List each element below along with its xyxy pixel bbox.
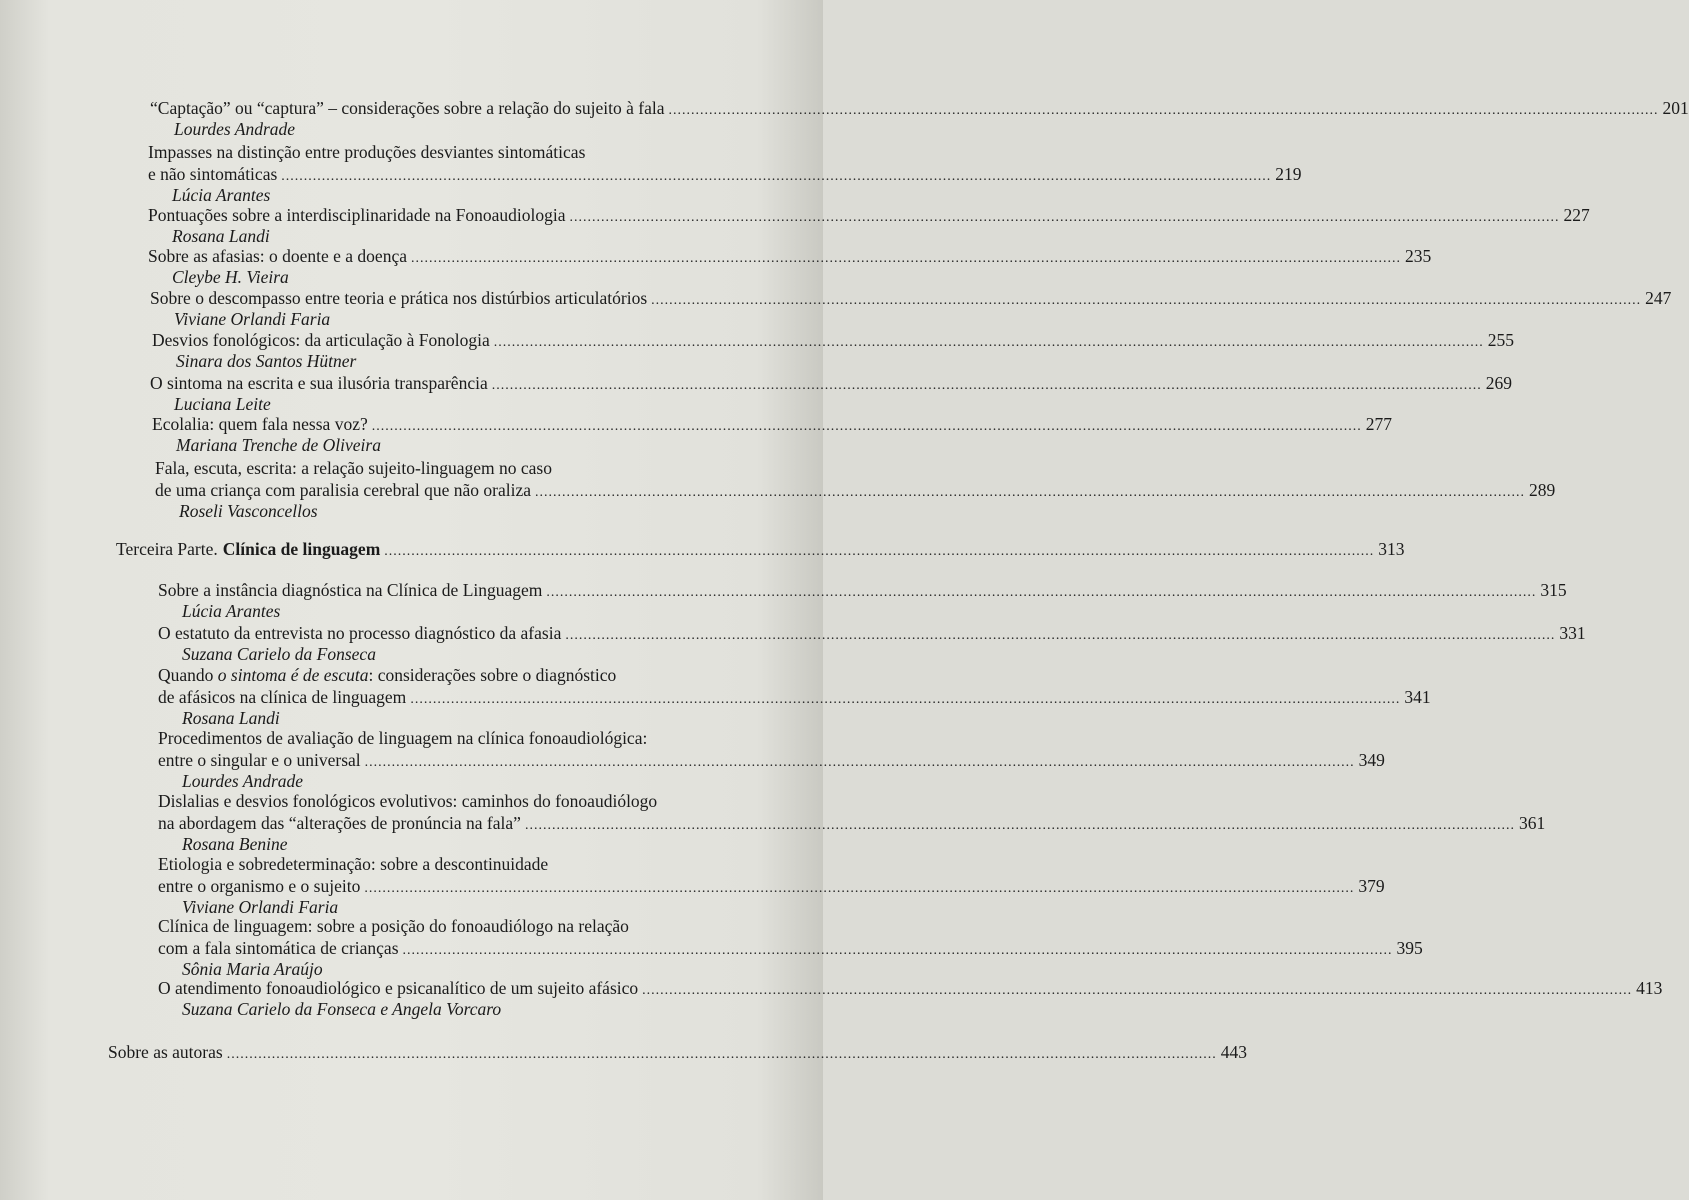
entry-title: Sobre o descompasso entre teoria e prática nos distúrbios articulatórios	[150, 288, 648, 308]
toc-line	[158, 686, 1431, 708]
toc-line	[148, 163, 1302, 185]
page-number: 269	[1485, 373, 1512, 393]
entry-title: de afásicos na clínica de linguagem	[158, 687, 407, 707]
toc-line	[158, 664, 790, 686]
entry-title: Etiologia e sobredeterminação: sobre a descontinuidade	[158, 854, 549, 874]
entry-author: Luciana Leite	[174, 394, 271, 414]
italic-phrase: o sintoma é de escuta	[217, 665, 369, 685]
entry-title: com a fala sintomática de crianças	[158, 938, 399, 958]
entry-title: entre o singular e o universal	[158, 750, 361, 770]
toc-entry	[152, 413, 1392, 456]
entry-title: Desvios fonológicos: da articulação à Fonologia	[152, 330, 490, 350]
entry-title: Sobre as afasias: o doente e a doença	[148, 246, 407, 266]
dot-leader: ............................................................................................................................................................................................................................	[524, 818, 1515, 833]
dot-leader: ............................................................................................................................................................................................................................	[493, 335, 1484, 350]
dot-leader: ............................................................................................................................................................................................................................	[410, 692, 1401, 707]
toc-entry-authors	[108, 1041, 1247, 1063]
toc-line	[155, 479, 1556, 501]
toc-line	[158, 579, 1567, 601]
entry-title: “Captação” ou “captura” – considerações sobre a relação do sujeito à fala	[150, 98, 665, 118]
entry-title: Fala, escuta, escrita: a relação sujeito-linguagem no caso	[155, 458, 552, 478]
toc-entry	[158, 853, 1385, 918]
toc-entry	[150, 372, 1512, 415]
page-number: 219	[1275, 164, 1302, 184]
dot-leader: ............................................................................................................................................................................................................................	[411, 251, 1401, 266]
dot-leader: ............................................................................................................................................................................................................................	[565, 628, 1556, 643]
part-label: Terceira Parte.	[116, 539, 218, 559]
toc-line	[152, 329, 1515, 351]
toc-line	[158, 937, 1423, 959]
entry-title: Procedimentos de avaliação de linguagem na clínica fonoaudiológica:	[158, 728, 648, 748]
entry-title: e não sintomáticas	[148, 164, 278, 184]
entry-title: de uma criança com paralisia cerebral que não oraliza	[155, 480, 532, 500]
entry-title: Sobre as autoras	[108, 1042, 223, 1062]
toc-line	[150, 372, 1512, 394]
toc-line	[108, 1041, 1247, 1063]
toc-entry	[150, 287, 1672, 330]
entry-title: Pontuações sobre a interdisciplinaridade na Fonoaudiologia	[148, 205, 566, 225]
dot-leader: ............................................................................................................................................................................................................................	[535, 485, 1526, 500]
dot-leader: ............................................................................................................................................................................................................................	[668, 103, 1659, 118]
toc-line	[158, 915, 794, 937]
part-heading	[116, 538, 1405, 560]
page-number: 341	[1404, 687, 1431, 707]
toc-line	[158, 749, 1385, 771]
toc-entry	[148, 204, 1590, 247]
page-number: 349	[1358, 750, 1385, 770]
entry-title: Ecolalia: quem fala nessa voz?	[152, 414, 368, 434]
dot-leader: ............................................................................................................................................................................................................................	[226, 1047, 1217, 1062]
entry-author: Rosana Benine	[182, 834, 288, 854]
toc-line	[116, 538, 1405, 560]
toc-line	[158, 812, 1546, 834]
entry-title: na abordagem das “alterações de pronúncia na fala”	[158, 813, 521, 833]
toc-entry	[155, 457, 1556, 522]
page-number: 289	[1529, 480, 1556, 500]
entry-author: Viviane Orlandi Faria	[182, 897, 339, 917]
entry-title: O sintoma na escrita e sua ilusória transparência	[150, 373, 488, 393]
entry-author: Rosana Landi	[182, 708, 280, 728]
entry-author: Mariana Trenche de Oliveira	[176, 435, 381, 455]
toc-entry	[148, 141, 1302, 206]
page-number: 235	[1405, 246, 1432, 266]
page-number: 201	[1662, 98, 1689, 118]
toc-entry	[158, 579, 1567, 622]
toc-line	[158, 727, 790, 749]
toc-line	[155, 457, 784, 479]
entry-title: O atendimento fonoaudiológico e psicanalítico de um sujeito afásico	[158, 978, 639, 998]
page-number: 361	[1518, 813, 1546, 833]
entry-title: Quando o sintoma é de escuta: considerações sobre o diagnóstico	[158, 665, 617, 685]
entry-author: Suzana Carielo da Fonseca e Angela Vorcaro	[182, 999, 502, 1019]
dot-leader: ............................................................................................................................................................................................................................	[569, 210, 1560, 225]
page-number: 315	[1540, 580, 1567, 600]
toc-line	[158, 622, 1586, 644]
toc-entry	[158, 622, 1586, 665]
entry-author: Suzana Carielo da Fonseca	[182, 644, 376, 664]
entry-author: Rosana Landi	[172, 226, 270, 246]
toc-entry	[152, 329, 1515, 372]
toc-line	[148, 204, 1590, 226]
toc-line	[148, 141, 783, 163]
entry-author: Sinara dos Santos Hütner	[176, 351, 357, 371]
page-number: 277	[1365, 414, 1392, 434]
toc-line	[158, 790, 790, 812]
entry-title: Sobre a instância diagnóstica na Clínica de Linguagem	[158, 580, 543, 600]
entry-title: Impasses na distinção entre produções desviantes sintomáticas	[148, 142, 586, 162]
entry-author: Lourdes Andrade	[182, 771, 304, 791]
entry-title: entre o organismo e o sujeito	[158, 876, 361, 896]
dot-leader: ............................................................................................................................................................................................................................	[546, 585, 1537, 600]
toc-entry	[158, 977, 1663, 1020]
page-number: 443	[1220, 1042, 1247, 1062]
dot-leader: ............................................................................................................................................................................................................................	[651, 293, 1642, 308]
page-number: 313	[1378, 539, 1405, 559]
toc-entry	[158, 790, 1546, 855]
dot-leader: ............................................................................................................................................................................................................................	[281, 169, 1272, 184]
dot-leader: ............................................................................................................................................................................................................................	[402, 943, 1393, 958]
dot-leader: ............................................................................................................................................................................................................................	[364, 755, 1355, 770]
page-number: 395	[1396, 938, 1423, 958]
toc-entry	[150, 97, 1689, 140]
dot-leader: ............................................................................................................................................................................................................................	[642, 983, 1633, 998]
page-number: 255	[1487, 330, 1515, 350]
toc-line	[150, 97, 1689, 119]
toc-line	[158, 875, 1385, 897]
entry-author: Lourdes Andrade	[174, 119, 296, 139]
dot-leader: ............................................................................................................................................................................................................................	[384, 544, 1375, 559]
entry-title: Clínica de linguagem: sobre a posição do fonoaudiólogo na relação	[158, 916, 629, 936]
page-number: 379	[1358, 876, 1385, 896]
dot-leader: ............................................................................................................................................................................................................................	[371, 419, 1362, 434]
part-title: Clínica de linguagem	[222, 539, 381, 559]
entry-author: Lúcia Arantes	[182, 601, 281, 621]
entry-author: Viviane Orlandi Faria	[174, 309, 331, 329]
entry-author: Roseli Vasconcellos	[179, 501, 318, 521]
dot-leader: ............................................................................................................................................................................................................................	[364, 881, 1355, 896]
toc-line	[152, 413, 1392, 435]
toc-line	[148, 245, 1432, 267]
dot-leader: ............................................................................................................................................................................................................................	[491, 378, 1482, 393]
page-number: 227	[1563, 205, 1590, 225]
entry-author: Lúcia Arantes	[172, 185, 271, 205]
entry-author: Sônia Maria Araújo	[182, 959, 323, 979]
page-number: 413	[1636, 978, 1663, 998]
toc-entry	[158, 664, 1431, 729]
toc-entry	[158, 727, 1385, 792]
page-number: 247	[1645, 288, 1672, 308]
entry-author: Cleybe H. Vieira	[172, 267, 289, 287]
toc-line	[158, 977, 1663, 999]
toc-line	[158, 853, 794, 875]
toc-entry	[158, 915, 1423, 980]
entry-title: O estatuto da entrevista no processo diagnóstico da afasia	[158, 623, 562, 643]
toc-line	[150, 287, 1672, 309]
toc-entry	[148, 245, 1432, 288]
entry-title: Dislalias e desvios fonológicos evolutivos: caminhos do fonoaudiólogo	[158, 791, 658, 811]
page-number: 331	[1559, 623, 1586, 643]
